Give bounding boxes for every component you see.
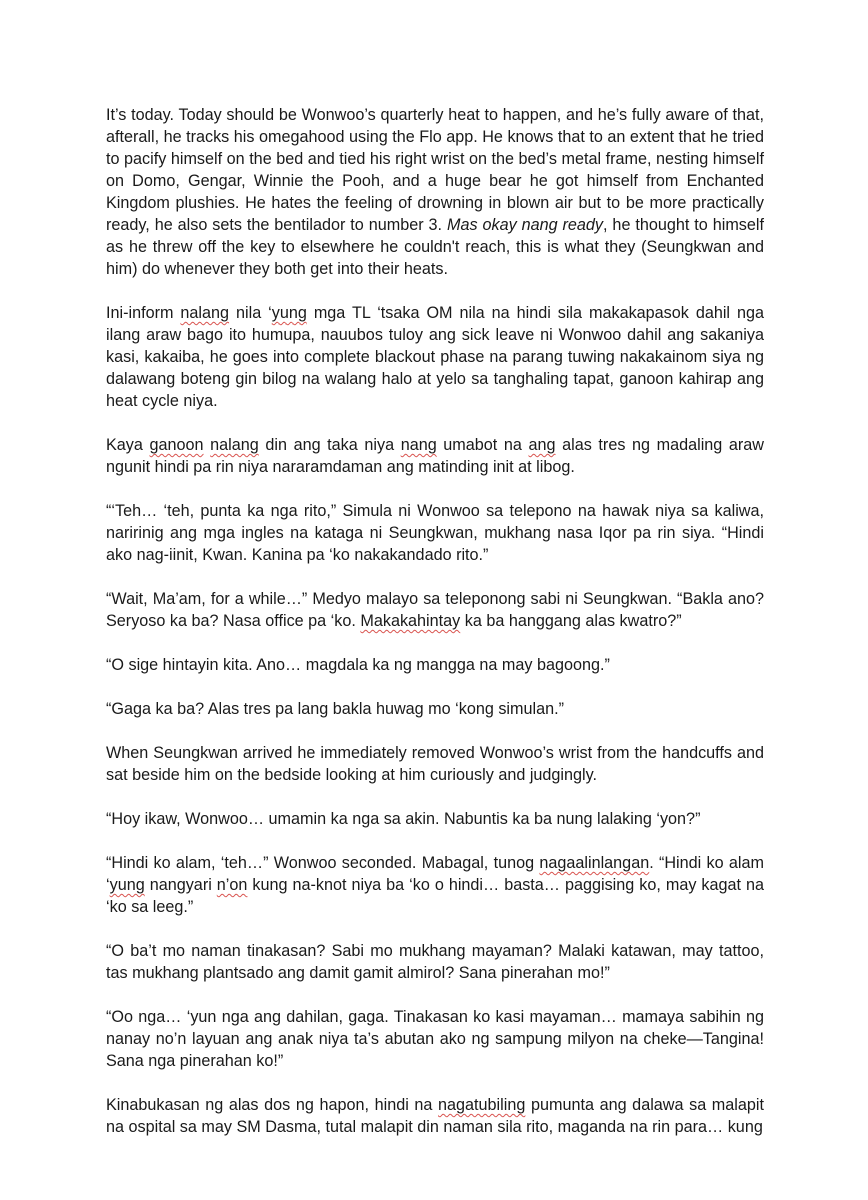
text-segment: When Seungkwan arrived he immediately removed Wonwoo’s wrist from the handcuffs and sat beside him on the bedside looking at him curiously and judgingly. [106,744,764,784]
text-segment: . “Hindi ko alam ‘ [106,854,765,894]
spellcheck-flagged-word: Makakahintay [360,612,461,630]
spellcheck-flagged-word: nalang [180,304,230,322]
text-segment: Ini-inform [106,304,181,322]
text-segment: “Gaga ka ba? Alas tres pa lang bakla huwag mo ‘kong simulan.” [106,700,565,718]
paragraph [106,698,764,720]
paragraph [106,302,764,412]
text-segment: “Oo nga… ‘yun nga ang dahilan, gaga. Tinakasan ko kasi mayaman… mamaya sabihin ng nanay no’n layuan ang anak niya ta’s abutan ako ng sampung milyon na cheke—Tangina! Sana nga pinerahan ko!” [106,1008,764,1070]
text-segment: “‘Teh… ‘teh, punta ka nga rito,” Simula ni Wonwoo sa telepono na hawak niya sa kaliwa, naririnig ang mga ingles na kataga ni Seungkwan, mukhang nasa Iqor pa rin siya. “Hindi ako nag-iinit, Kwan. Kanina pa ‘ko nakakandado rito.” [106,502,764,564]
italic-text: Mas okay nang ready [446,216,604,234]
spellcheck-flagged-word: ang [528,436,556,454]
text-segment: umabot na [436,436,529,454]
paragraph [106,940,764,984]
text-segment: pumunta ang dalawa sa malapit na ospital sa may SM Dasma, tutal malapit din naman sila rito, maganda na rin para… kung [106,1096,764,1136]
spellcheck-flagged-word: nagatubiling [438,1096,526,1114]
spellcheck-flagged-word: yung [109,876,145,894]
spellcheck-flagged-word: nagaalinlangan [539,854,650,872]
text-segment: alas tres ng madaling araw ngunit hindi pa rin niya nararamdaman ang matinding init at libog. [106,436,765,476]
paragraph [106,808,764,830]
text-segment: kung na-knot niya ba ‘ko o hindi… basta… paggising ko, may kagat na ‘ko sa leeg.” [106,876,764,916]
paragraph [106,588,764,632]
text-segment: Kinabukasan ng alas dos ng hapon, hindi na [106,1096,439,1114]
text-segment: din ang taka niya [258,436,401,454]
spellcheck-flagged-word: yung [271,304,307,322]
paragraph [106,1006,764,1072]
text-segment: ka ba hanggang alas kwatro?” [460,612,682,630]
spellcheck-flagged-word: nalang [210,436,259,454]
paragraph [106,1094,764,1138]
text-segment: nangyari [144,876,217,894]
paragraph [106,742,764,786]
paragraph [106,104,764,280]
paragraph [106,434,764,478]
text-segment: nila ‘ [229,304,272,322]
spellcheck-flagged-word: ganoon [149,436,204,454]
text-segment: “O ba’t mo naman tinakasan? Sabi mo mukhang mayaman? Malaki katawan, may tattoo, tas mukhang plantsado ang damit gamit almirol? Sana pinerahan mo!” [106,942,764,982]
text-segment: , he thought to himself as he threw off the key to elsewhere he couldn't reach, this is what they (Seungkwan and him) do whenever they both get into their heats. [106,216,764,278]
text-segment: It’s today. Today should be Wonwoo’s quarterly heat to happen, and he’s fully aware of that, afterall, he tracks his omegahood using the Flo app. He knows that to an extent that he tried to pacify himself on the bed and tied his right wrist on the bed’s metal frame, nesting himself on Domo, Gengar, Winnie the Pooh, and a huge bear he got himself from Enchanted Kingdom plushies. He hates the feeling of drowning in blown air but to be more practically ready, he also sets the bentilador to number 3. [106,106,764,234]
paragraph [106,852,764,918]
text-segment: Kaya [106,436,150,454]
text-segment: “Hoy ikaw, Wonwoo… umamin ka nga sa akin. Nabuntis ka ba nung lalaking ‘yon?” [106,810,701,828]
text-segment: “O sige hintayin kita. Ano… magdala ka ng mangga na may bagoong.” [106,656,610,674]
document-page [106,104,764,1160]
text-segment: “Wait, Ma’am, for a while…” Medyo malayo sa teleponong sabi ni Seungkwan. “Bakla ano? Seryoso ka ba? Nasa office pa ‘ko. [106,590,764,630]
spellcheck-flagged-word: nang [400,436,437,454]
paragraph [106,654,764,676]
text-segment: mga TL ‘tsaka OM nila na hindi sila makakapasok dahil nga ilang araw bago ito humupa, nauubos tuloy ang sick leave ni Wonwoo dahil ang sakaniya kasi, kakaiba, he goes into complete blackout phase na parang tuwing nakakainom siya ng dalawang boteng gin bilog na walang halo at yelo sa tanghaling tapat, ganoon kahirap ang heat cycle niya. [106,304,764,410]
paragraph [106,500,764,566]
text-segment: “Hindi ko alam, ‘teh…” Wonwoo seconded. Mabagal, tunog [106,854,540,872]
spellcheck-flagged-word: n’on [216,876,248,894]
